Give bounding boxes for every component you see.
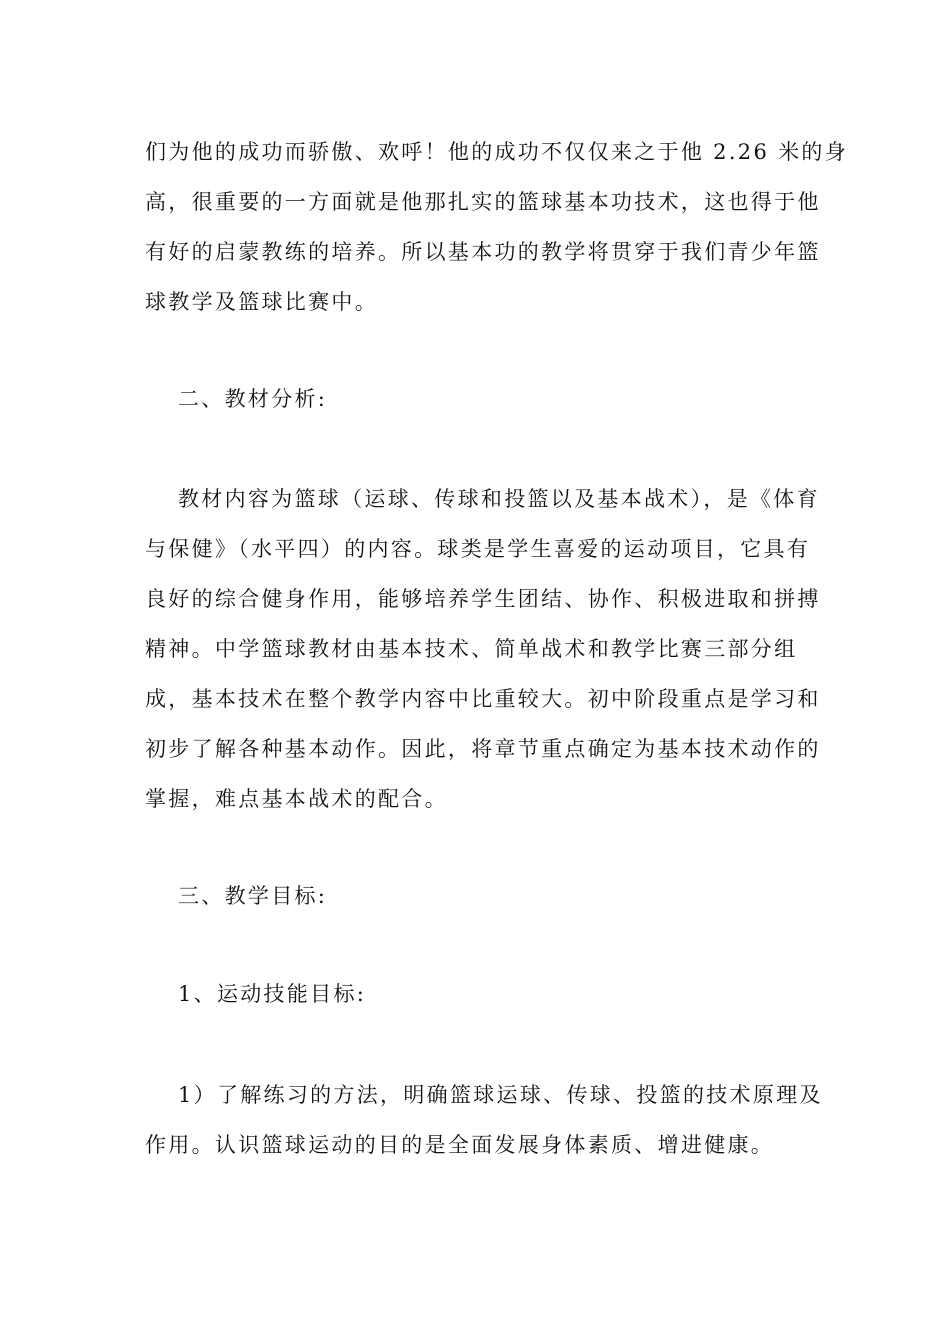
paragraph-line: 有好的启蒙教练的培养。所以基本功的教学将贯穿于我们青少年篮 [145,240,821,264]
paragraph-line: 教材内容为篮球（运球、传球和投篮以及基本战术），是《体育 [178,487,820,511]
subsection-heading: 1、运动技能目标: [178,982,367,1006]
paragraph-line: 初步了解各种基本动作。因此，将章节重点确定为基本技术动作的 [145,737,821,761]
paragraph-line: 球教学及篮球比赛中。 [145,290,378,314]
paragraph-line: 作用。认识篮球运动的目的是全面发展身体素质、增进健康。 [145,1133,775,1157]
section-heading: 二、教材分析: [178,387,328,411]
paragraph-line: 良好的综合健身作用，能够培养学生团结、协作、积极进取和拼搏 [145,587,821,611]
paragraph-line: 们为他的成功而骄傲、欢呼！他的成功不仅仅来之于他 2.26 米的身 [145,140,849,164]
paragraph-line: 精神。中学篮球教材由基本技术、简单战术和教学比赛三部分组 [145,637,798,661]
paragraph-line: 成，基本技术在整个教学内容中比重较大。初中阶段重点是学习和 [145,687,821,711]
paragraph-line: 高，很重要的一方面就是他那扎实的篮球基本功技术，这也得于他 [145,190,821,214]
paragraph-line: 掌握，难点基本战术的配合。 [145,787,448,811]
paragraph-line: 1）了解练习的方法，明确篮球运球、传球、投篮的技术原理及 [178,1083,823,1107]
section-heading: 三、教学目标: [178,884,328,908]
paragraph-line: 与保健》（水平四）的内容。球类是学生喜爱的运动项目，它具有 [145,537,811,561]
